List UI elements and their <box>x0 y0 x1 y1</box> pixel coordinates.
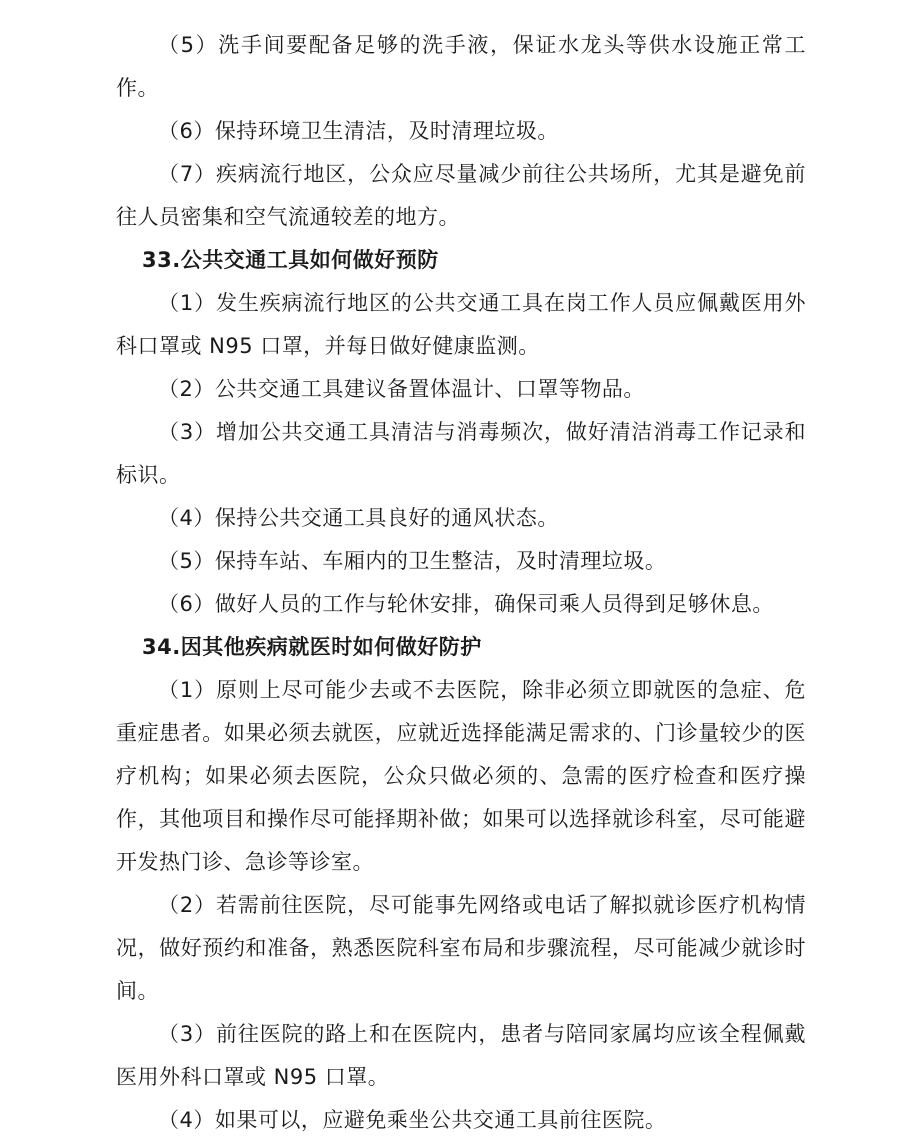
paragraph-hygiene: （6）保持环境卫生清洁，及时清理垃圾。 <box>158 119 559 143</box>
paragraph-33-5: （5）保持车站、车厢内的卫生整洁，及时清理垃圾。 <box>158 549 667 573</box>
document-body <box>116 24 806 1142</box>
paragraph-34-4: （4）如果可以，应避免乘坐公共交通工具前往医院。 <box>158 1108 667 1132</box>
section-heading-34: 34.因其他疾病就医时如何做好防护 <box>142 635 482 659</box>
paragraph-33-2: （2）公共交通工具建议备置体温计、口罩等物品。 <box>158 377 645 401</box>
section-heading-33: 33.公共交通工具如何做好预防 <box>142 248 439 272</box>
paragraph-handwash: （5）洗手间要配备足够的洗手液，保证水龙头等供水设施正常工作。 <box>116 33 806 100</box>
paragraph-34-2: （2）若需前往医院，尽可能事先网络或电话了解拟就诊医疗机构情况，做好预约和准备，熟悉医院科室布局和步骤流程，尽可能减少就诊时间。 <box>116 893 806 1003</box>
paragraph-33-6: （6）做好人员的工作与轮休安排，确保司乘人员得到足够休息。 <box>158 592 774 616</box>
paragraph-33-3: （3）增加公共交通工具清洁与消毒频次，做好清洁消毒工作记录和标识。 <box>116 420 806 487</box>
paragraph-public-places: （7）疾病流行地区，公众应尽量减少前往公共场所，尤其是避免前往人员密集和空气流通较差的地方。 <box>116 162 806 229</box>
paragraph-34-3: （3）前往医院的路上和在医院内，患者与陪同家属均应该全程佩戴医用外科口罩或 N95 口罩。 <box>116 1022 806 1089</box>
paragraph-33-4: （4）保持公共交通工具良好的通风状态。 <box>158 506 559 530</box>
paragraph-34-1: （1）原则上尽可能少去或不去医院，除非必须立即就医的急症、危重症患者。如果必须去就医，应就近选择能满足需求的、门诊量较少的医疗机构；如果必须去医院，公众只做必须的、急需的医疗检查和医疗操作，其他项目和操作尽可能择期补做；如果可以选择就诊科室，尽可能避开发热门诊、急诊等诊室。 <box>116 678 806 874</box>
paragraph-33-1: （1）发生疾病流行地区的公共交通工具在岗工作人员应佩戴医用外科口罩或 N95 口罩，并每日做好健康监测。 <box>116 291 806 358</box>
